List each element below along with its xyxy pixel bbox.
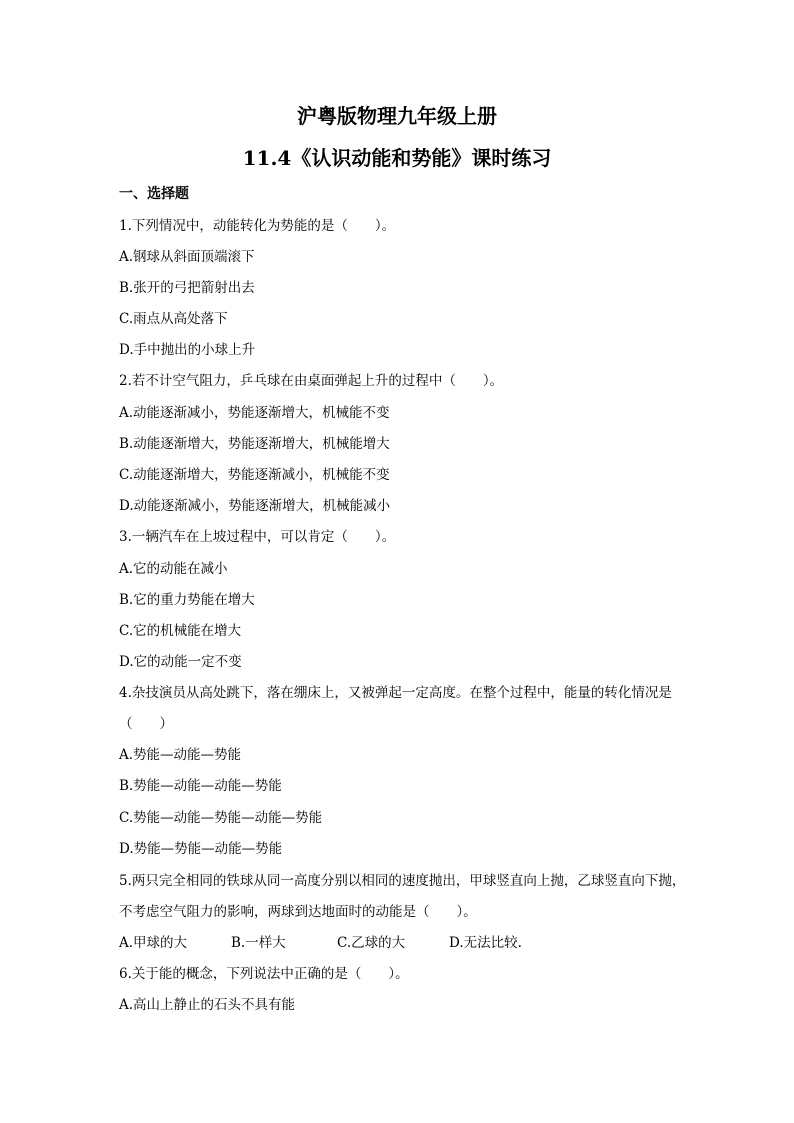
question-6-stem: 6.关于能的概念，下列说法中正确的是（ ）。 (119, 966, 409, 982)
question-3-stem: 3.一辆汽车在上坡过程中，可以肯定（ ）。 (119, 529, 396, 545)
question-4-option-a: A.势能—动能—势能 (119, 747, 242, 763)
question-5-options-row (119, 934, 522, 952)
question-4-option-d: D.势能—势能—动能—势能 (119, 841, 283, 857)
question-4-stem-line-2: （ ） (119, 716, 173, 732)
question-4-stem-line-1: 4.杂技演员从高处跳下，落在绷床上，又被弹起一定高度。在整个过程中，能量的转化情况是 (119, 685, 672, 701)
question-3-option-c: C.它的机械能在增大 (119, 623, 242, 639)
question-3-option-b: B.它的重力势能在增大 (119, 592, 255, 608)
question-2-option-c: C.动能逐渐增大，势能逐渐减小，机械能不变 (119, 467, 390, 483)
question-5-option-a: A.甲球的大 (119, 935, 188, 951)
question-5-option-c: C.乙球的大 (337, 935, 406, 951)
question-2-option-b: B.动能逐渐增大，势能逐渐增大，机械能增大 (119, 436, 390, 452)
section-heading: 一、选择题 (119, 186, 189, 202)
question-5-option-d: D.无法比较. (449, 935, 522, 951)
question-2-option-a: A.动能逐渐减小，势能逐渐增大，机械能不变 (119, 405, 390, 421)
page-title: 沪粤版物理九年级上册 (297, 104, 497, 128)
question-1-stem: 1.下列情况中，动能转化为势能的是（ ）。 (119, 218, 396, 234)
question-5-option-b: B.一样大 (231, 935, 286, 951)
question-1-option-c: C.雨点从高处落下 (119, 311, 228, 327)
question-2-option-d: D.动能逐渐减小，势能逐渐增大，机械能减小 (119, 498, 391, 514)
question-5-stem-line-2: 不考虑空气阻力的影响，两球到达地面时的动能是（ ）。 (119, 904, 477, 920)
question-1-option-d: D.手中抛出的小球上升 (119, 342, 256, 358)
question-1-option-a: A.钢球从斜面顶端滚下 (119, 249, 255, 265)
question-3-option-a: A.它的动能在减小 (119, 561, 228, 577)
question-6-option-a: A.高山上静止的石头不具有能 (119, 997, 296, 1013)
page-subtitle: 11.4《认识动能和势能》课时练习 (242, 146, 552, 170)
question-4-option-c: C.势能—动能—势能—动能—势能 (119, 810, 323, 826)
question-5-stem-line-1: 5.两只完全相同的铁球从同一高度分别以相同的速度抛出，甲球竖直向上抛，乙球竖直向下抛， (119, 873, 686, 889)
question-4-option-b: B.势能—动能—动能—势能 (119, 778, 282, 794)
question-1-option-b: B.张开的弓把箭射出去 (119, 280, 255, 296)
question-2-stem: 2.若不计空气阻力，乒乓球在由桌面弹起上升的过程中（ ）。 (119, 373, 504, 389)
question-3-option-d: D.它的动能一定不变 (119, 654, 242, 670)
